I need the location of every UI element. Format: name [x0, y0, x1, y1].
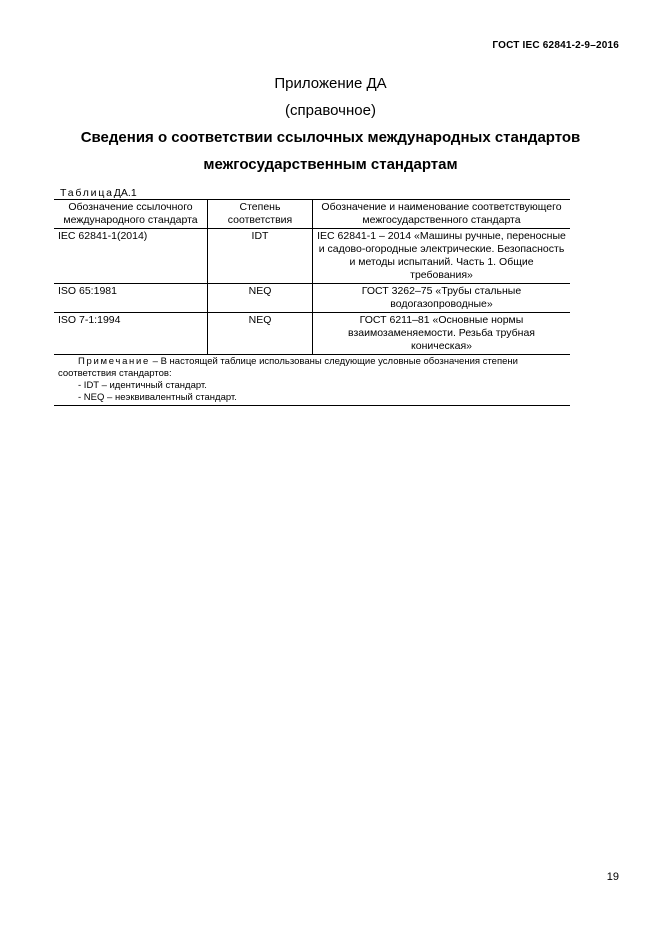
- international-standard-cell: ISO 7-1:1994: [54, 313, 208, 355]
- note-item-neq: - NEQ – неэквивалентный стандарт.: [78, 392, 237, 403]
- table-note: [54, 355, 570, 406]
- note-label: Примечание: [78, 356, 150, 367]
- header-national-standard: Обозначение и наименование соответствующего межгосударственного стандарта: [313, 200, 571, 229]
- national-standard-cell: IEC 62841-1 – 2014 «Машины ручные, переносные и садово-огородные электрические. Безопасность и методы испытаний. Часть 1. Общие требования»: [313, 229, 571, 284]
- table-caption: [60, 187, 137, 199]
- page-number: 19: [606, 871, 619, 883]
- national-standard-cell: ГОСТ 3262–75 «Трубы стальные водогазопроводные»: [313, 284, 571, 313]
- table-caption-number: ДА.1: [113, 187, 137, 199]
- degree-cell: NEQ: [208, 284, 313, 313]
- annex-title: Приложение ДА: [274, 75, 387, 92]
- table-note-row: [54, 355, 570, 406]
- header-international-standard: Обозначение ссылочного международного стандарта: [54, 200, 208, 229]
- annex-status: (справочное): [285, 102, 376, 119]
- table-header-row: [54, 200, 570, 229]
- degree-cell: IDT: [208, 229, 313, 284]
- table-caption-word: Таблица: [60, 187, 114, 199]
- table-row: [54, 284, 570, 313]
- international-standard-cell: IEC 62841-1(2014): [54, 229, 208, 284]
- annex-title-block: [0, 70, 661, 178]
- international-standard-cell: ISO 65:1981: [54, 284, 208, 313]
- annex-heading-line-2: межгосударственным стандартам: [203, 156, 458, 173]
- annex-heading-line-1: Сведения о соответствии ссылочных международных стандартов: [80, 129, 581, 146]
- header-conformity-degree: Степень соответствия: [208, 200, 313, 229]
- conformity-table: [54, 199, 570, 406]
- degree-cell: NEQ: [208, 313, 313, 355]
- table-row: [54, 229, 570, 284]
- table-row: [54, 313, 570, 355]
- document-code: ГОСТ IEC 62841-2-9–2016: [492, 40, 619, 51]
- note-item-idt: - IDT – идентичный стандарт.: [78, 380, 207, 391]
- national-standard-cell: ГОСТ 6211–81 «Основные нормы взаимозаменяемости. Резьба трубная коническая»: [313, 313, 571, 355]
- note-text: – В настоящей таблице использованы следующие условные обозначения степени соответствия стандартов:: [58, 356, 518, 379]
